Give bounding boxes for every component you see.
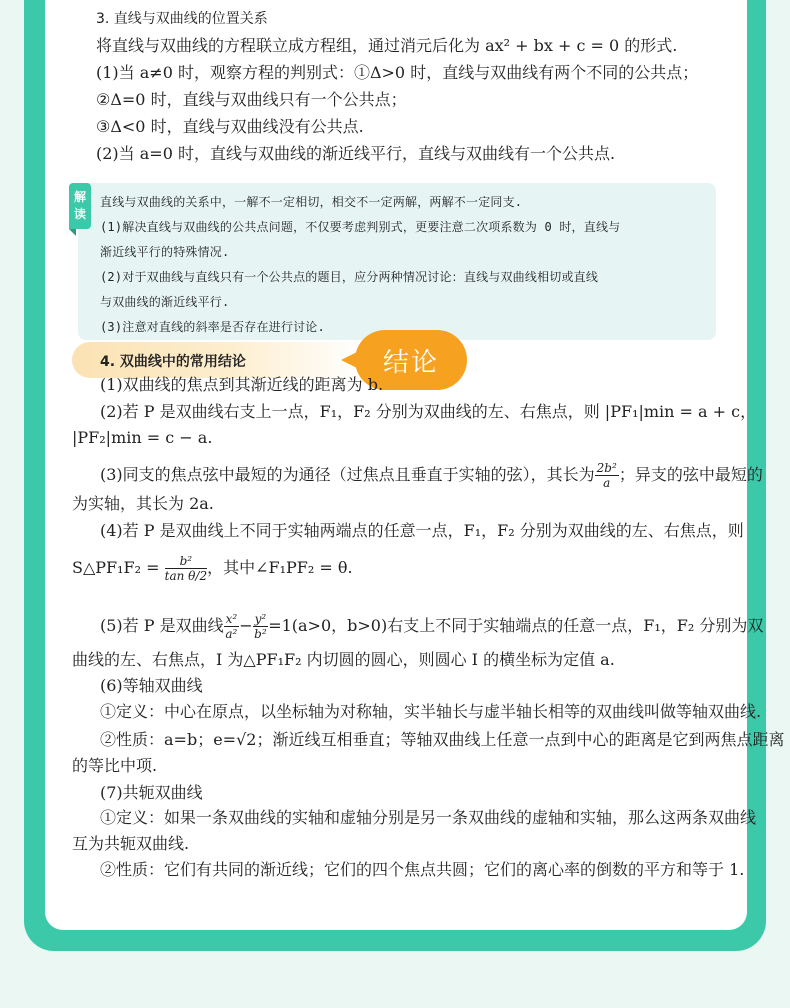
- conclusion-line-3: |PF₂|min = c − a.: [72, 428, 213, 447]
- triangle-area-numerator: b²: [165, 554, 207, 569]
- conclusion-line-16: 互为共轭双曲线.: [72, 834, 190, 853]
- note-line-6: (3)注意对直线的斜率是否存在进行讨论.: [100, 320, 325, 334]
- conclusion-line-10: (6)等轴双曲线: [100, 676, 203, 695]
- triangle-area-label: S△PF₁F₂ =: [72, 558, 160, 577]
- latus-rectum-denominator: a: [603, 476, 611, 490]
- conclusion-line-4-start: (3)同支的焦点弦中最短的为通径（过焦点且垂直于实轴的弦），其长为: [100, 465, 595, 484]
- note-line-2: (1)解决直线与双曲线的公共点问题，不仅要考虑判别式，更要注意二次项系数为 0 时，直线与: [100, 220, 621, 234]
- section-4-title: 4. 双曲线中的常用结论: [100, 354, 246, 370]
- section-3-line-4: ③Δ<0 时，直线与双曲线没有公共点.: [96, 117, 364, 136]
- hyperbola-y-denominator: b²: [254, 627, 267, 641]
- latus-rectum-fraction: [595, 461, 619, 490]
- conclusion-line-4-end: ；异支的弦中最短的: [618, 465, 763, 484]
- conclusion-line-5: 为实轴，其长为 2a.: [72, 494, 214, 513]
- note-line-1: 直线与双曲线的关系中，一解不一定相切，相交不一定两解，两解不一定同支.: [100, 195, 523, 209]
- conclusion-line-2: (2)若 P 是双曲线右支上一点，F₁，F₂ 分别为双曲线的左、右焦点，则 |PF₁|min = a + c，: [100, 402, 757, 421]
- conclusion-line-12: ②性质：a=b；e=√2；渐近线互相垂直；等轴双曲线上任意一点到中心的距离是它到两焦点距离: [100, 730, 785, 749]
- conclusion-line-13: 的等比中项.: [72, 756, 158, 775]
- latus-rectum-numerator: 2b²: [596, 461, 617, 475]
- note-line-5: 与双曲线的渐近线平行.: [100, 295, 230, 309]
- section-3-line-1: 将直线与双曲线的方程联立成方程组，通过消元后化为 ax² + bx + c = 0 的形式.: [96, 36, 678, 55]
- hyperbola-x-numerator: x²: [225, 612, 238, 626]
- section-3-line-2: (1)当 a≠0 时，观察方程的判别式：①Δ>0 时，直线与双曲线有两个不同的公共点；: [96, 63, 699, 82]
- conclusion-line-7: [72, 549, 353, 587]
- triangle-area-fraction: [165, 554, 207, 583]
- hyperbola-y-fraction: [253, 612, 269, 641]
- conclusion-line-11: ①定义：中心在原点，以坐标轴为对称轴，实半轴长与虚半轴长相等的双曲线叫做等轴双曲线.: [100, 702, 762, 721]
- section-3-line-5: (2)当 a=0 时，直线与双曲线的渐近线平行，直线与双曲线有一个公共点.: [96, 144, 616, 163]
- conclusion-line-17: ②性质：它们有共同的渐近线；它们的四个焦点共圆；它们的离心率的倒数的平方和等于 1.: [100, 860, 745, 879]
- conclusion-line-8-start: (5)若 P 是双曲线: [100, 616, 224, 635]
- section-3-title: 3. 直线与双曲线的位置关系: [96, 11, 268, 27]
- conclusion-badge: 结论: [355, 330, 467, 390]
- conclusion-line-8-end: =1(a>0，b>0)右支上不同于实轴端点的任意一点，F₁，F₂ 分别为双: [268, 616, 764, 635]
- triangle-area-denominator: tan θ/2: [164, 569, 208, 583]
- hyperbola-x-denominator: a²: [225, 627, 238, 641]
- note-line-3: 渐近线平行的特殊情况.: [100, 245, 230, 259]
- conclusion-line-7-end: ，其中∠F₁PF₂ = θ.: [207, 558, 353, 577]
- interpretation-tag: [69, 183, 91, 229]
- interpretation-tag-char-2: 读: [73, 207, 86, 221]
- conclusion-line-8: [100, 610, 763, 642]
- note-line-4: (2)对于双曲线与直线只有一个公共点的题目，应分两种情况讨论：直线与双曲线相切或直线: [100, 270, 599, 284]
- hyperbola-y-numerator: y²: [254, 612, 267, 626]
- hyperbola-minus-sign: −: [239, 616, 253, 635]
- conclusion-line-6: (4)若 P 是双曲线上不同于实轴两端点的任意一点，F₁，F₂ 分别为双曲线的左、右焦点，则: [100, 521, 744, 540]
- conclusion-line-14: (7)共轭双曲线: [100, 783, 203, 802]
- interpretation-tag-char-1: 解: [73, 190, 86, 204]
- section-3-line-3: ②Δ=0 时，直线与双曲线只有一个公共点；: [96, 90, 407, 109]
- conclusion-line-15: ①定义：如果一条双曲线的实轴和虚轴分别是另一条双曲线的虚轴和实轴，那么这两条双曲线: [100, 808, 757, 827]
- conclusion-line-4: [100, 458, 763, 492]
- conclusion-line-9: 曲线的左、右焦点，I 为△PF₁F₂ 内切圆的圆心，则圆心 I 的横坐标为定值 a.: [72, 650, 615, 669]
- conclusion-line-1: (1)双曲线的焦点到其渐近线的距离为 b.: [100, 375, 384, 394]
- hyperbola-x-fraction: [224, 612, 240, 641]
